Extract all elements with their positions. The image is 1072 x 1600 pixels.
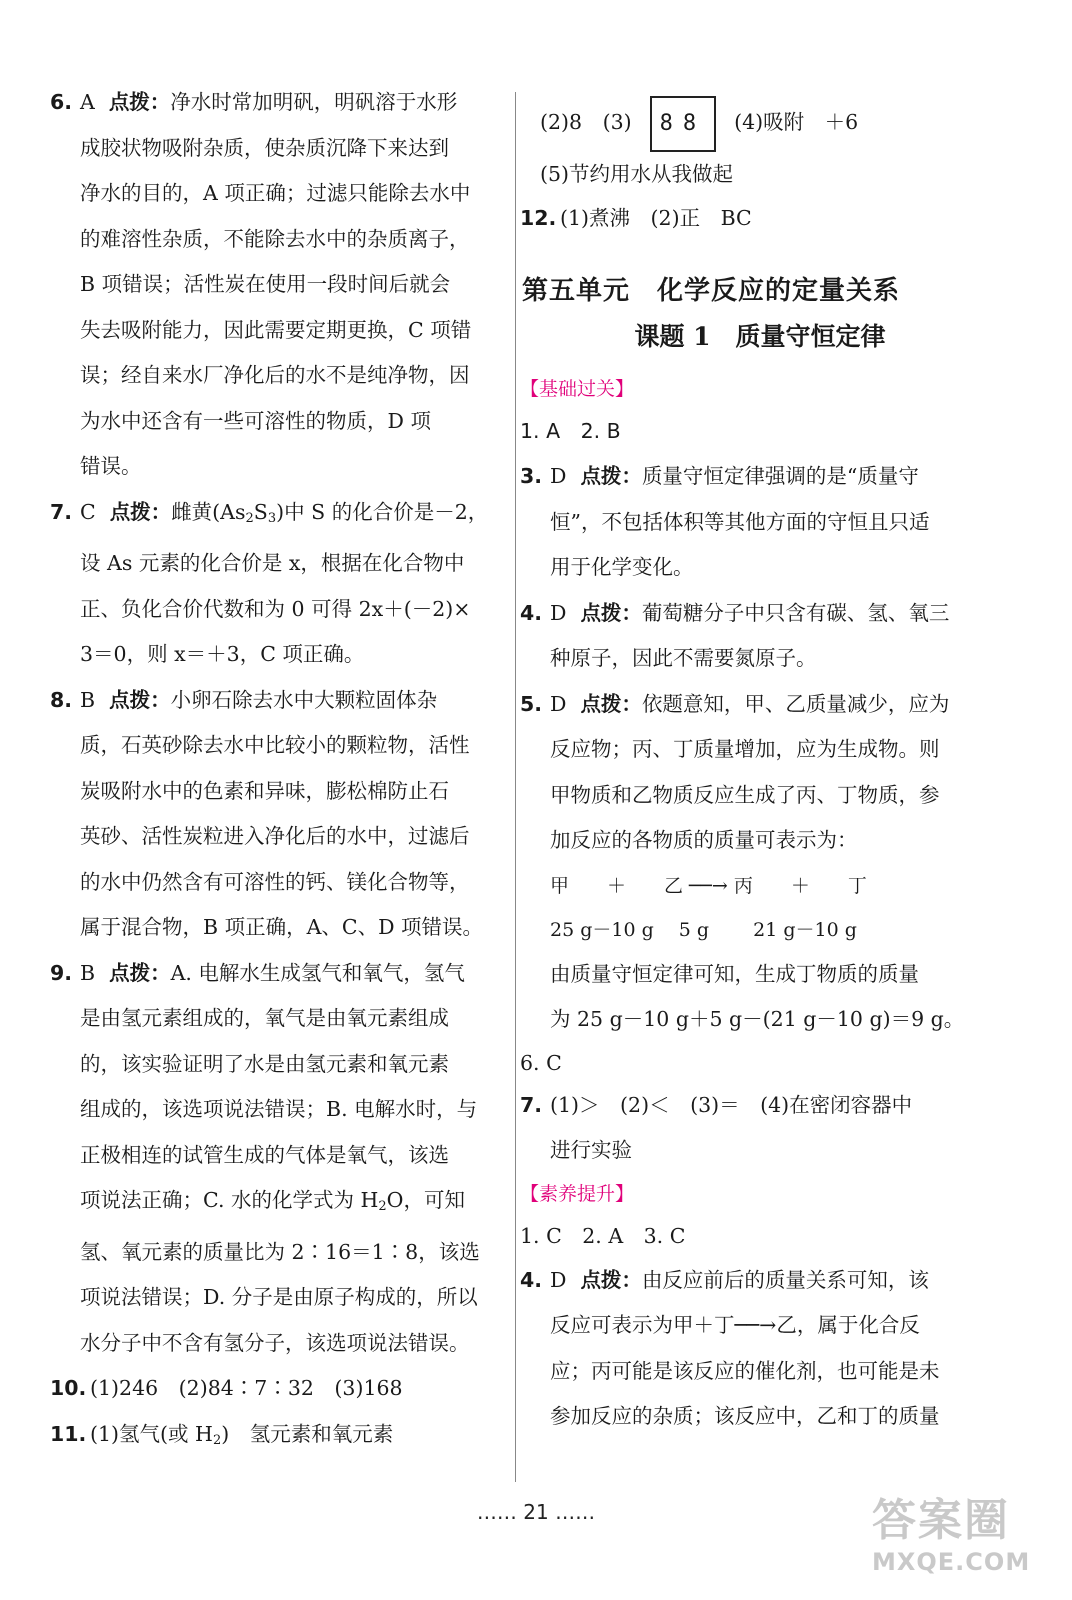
- q-number: 5.: [520, 691, 543, 716]
- explanation-line: 为水中还含有一些可溶性的物质，D 项: [80, 408, 431, 433]
- explanation-line: B 项错误；活性炭在使用一段时间后就会: [80, 272, 451, 296]
- explanation-line: 小卵石除去水中大颗粒固体杂: [170, 687, 438, 712]
- explanation-line: 正极相连的试管生成的气体是氧气，该选: [80, 1142, 449, 1167]
- explanation-text: 雌黄(As: [171, 499, 246, 524]
- boxed-answer: 88: [650, 96, 717, 152]
- q-number: 11.: [50, 1421, 87, 1446]
- explanation-line: 质，石英砂除去水中比较小的颗粒物，活性: [80, 733, 470, 757]
- answer-9: [50, 951, 495, 1367]
- explanation-line: 错误。: [80, 454, 142, 478]
- explanation-text: )中 S 的化合价是－2，: [276, 499, 489, 524]
- explanation-line: 种原子，因此不需要氮原子。: [550, 646, 817, 670]
- explanation-line: 的水中仍然含有可溶性的钙、镁化合物等，: [80, 869, 470, 894]
- answer-6: [50, 80, 495, 490]
- answer-letter: C: [80, 499, 96, 524]
- hint-label: 点拨：: [109, 499, 172, 524]
- hint-label: 点拨：: [580, 600, 642, 625]
- explanation-line: 反应可表示为甲＋丁──→乙，属于化合反: [550, 1313, 920, 1337]
- explanation-line: [80, 1178, 495, 1230]
- column-divider: [515, 92, 516, 1482]
- watermark-logo: [872, 1484, 1062, 1594]
- explanation-text: S: [253, 499, 268, 524]
- answer-text: 进行实验: [550, 1138, 632, 1162]
- watermark-text: 答案圈: [872, 1495, 1010, 1546]
- answer-text: (5)节约用水从我做起: [540, 162, 734, 186]
- explanation-line: 反应物；丙、丁质量增加，应为生成物。则: [550, 737, 940, 761]
- answer-8: [50, 678, 495, 951]
- explanation-line: 正、负化合价代数和为 0 可得 2x＋(－2)×: [80, 596, 471, 621]
- q-number: 7.: [50, 499, 73, 524]
- answer-10: [50, 1366, 495, 1412]
- q-number: 7.: [520, 1092, 543, 1117]
- explanation-line: 参加反应的杂质；该反应中，乙和丁的质量: [550, 1404, 940, 1428]
- explanation-line: 恒”，不包括体积等其他方面的守恒且只适: [550, 509, 930, 534]
- q-number: 8.: [50, 687, 73, 712]
- answer-text: (2)8 (3): [540, 110, 632, 134]
- explanation-line: 葡萄糖分子中只含有碳、氢、氧三: [641, 600, 950, 625]
- explanation-line: 炭吸附水中的色素和异味，膨松棉防止石: [80, 778, 449, 803]
- subscript: 2: [378, 1199, 387, 1214]
- explanation-line: 水分子中不含有氢分子，该选项说法错误。: [80, 1330, 470, 1355]
- answer-11: [50, 1412, 495, 1464]
- reaction-masses: 25 g－10 g 5 g 21 g－10 g: [550, 918, 857, 941]
- hint-label: 点拨：: [109, 687, 171, 712]
- answer-letter: D: [550, 464, 567, 488]
- q-number: 12.: [520, 206, 557, 230]
- improve-answer-4: [520, 1258, 980, 1440]
- explanation-line: 氢、氧元素的质量比为 2∶16＝1∶8，该选: [80, 1239, 480, 1264]
- answer-7: [50, 490, 495, 678]
- subscript: 2: [245, 510, 254, 526]
- reaction-equation: 甲 ＋ 乙 ──→ 丙 ＋ 丁: [550, 874, 867, 897]
- answer-text: (1)246 (2)84∶7∶32 (3)168: [90, 1376, 403, 1400]
- explanation-line: 净水的目的，A 项正确；过滤只能除去水中: [80, 181, 471, 205]
- q-number: 6.: [50, 90, 73, 114]
- explanation-line: 甲物质和乙物质反应生成了丙、丁物质，参: [550, 782, 940, 807]
- subscript: 3: [267, 510, 277, 526]
- basic-answer-6: [520, 1043, 980, 1083]
- answer-text: (4)吸附 ＋6: [734, 110, 859, 134]
- explanation-text: 项说法正确；C. 水的化学式为 H: [80, 1188, 379, 1212]
- subscript: 2: [212, 1432, 222, 1448]
- answer-11-continued: [520, 92, 980, 196]
- watermark-url: MXQE.COM: [872, 1548, 1031, 1576]
- answer-text: (1)煮沸 (2)正 BC: [560, 206, 752, 230]
- explanation-line: 设 As 元素的化合价是 x，根据在化合物中: [80, 551, 465, 575]
- explanation-text: O，可知: [386, 1188, 465, 1212]
- basic-answer-5: [520, 682, 980, 1043]
- explanation-line: 组成的，该选项说法错误；B. 电解水时，与: [80, 1097, 478, 1121]
- answer-text: 1. C 2. A 3. C: [520, 1223, 686, 1248]
- q-number: 4.: [520, 1267, 543, 1292]
- answer-letter: A: [80, 90, 95, 114]
- hint-label: 点拨：: [109, 960, 171, 985]
- left-column: [50, 80, 495, 1463]
- explanation-line: 成胶状物吸附杂质，使杂质沉降下来达到: [80, 135, 449, 160]
- answer-letter: D: [550, 600, 567, 625]
- answer-text: ) 氢元素和氧元素: [221, 1421, 394, 1446]
- answer-text: (1)氢气(或 H: [90, 1421, 213, 1446]
- q-number: 9.: [50, 960, 73, 985]
- explanation-line: 失去吸附能力，因此需要定期更换，C 项错: [80, 317, 472, 342]
- answer-letter: D: [550, 1267, 567, 1292]
- hint-label: 点拨：: [580, 1267, 642, 1292]
- explanation-line: 的，该实验证明了水是由氢元素和氧元素: [80, 1051, 449, 1076]
- explanation-line: 加反应的各物质的质量可表示为：: [550, 828, 858, 852]
- explanation-line: 项说法错误；D. 分子是由原子构成的，所以: [80, 1285, 478, 1309]
- section-tag-improve: 【素养提升】: [520, 1182, 635, 1205]
- section-tag-basic: 【基础过关】: [520, 377, 635, 400]
- explanation-line: 用于化学变化。: [550, 555, 694, 579]
- answer-text: 6. C: [520, 1050, 562, 1075]
- answer-text: (1)＞ (2)＜ (3)＝ (4)在密闭容器中: [550, 1092, 913, 1117]
- explanation-line: 是由氢元素组成的，氧气是由氧元素组成: [80, 1006, 449, 1030]
- q-number: 4.: [520, 600, 543, 625]
- hint-label: 点拨：: [580, 464, 642, 488]
- answer-letter: B: [80, 687, 96, 712]
- basic-answer-4: [520, 591, 980, 682]
- answer-text: 1. A 2. B: [520, 418, 621, 443]
- improve-answers-1-3: [520, 1214, 980, 1258]
- answer-letter: D: [550, 691, 567, 716]
- explanation-line: 属于混合物，B 项正确，A、C、D 项错误。: [80, 915, 484, 939]
- explanation-line: 质量守恒定律强调的是“质量守: [641, 464, 919, 488]
- lesson-title: 课题 1 质量守恒定律: [634, 321, 886, 351]
- explanation-line: 净水时常加明矾，明矾溶于水形: [170, 90, 458, 114]
- explanation-line: 由质量守恒定律可知，生成丁物质的质量: [550, 961, 919, 986]
- right-column: [520, 92, 980, 1440]
- basic-answer-3: [520, 454, 980, 591]
- hint-label: 点拨：: [108, 90, 171, 114]
- explanation-line: 误；经自来水厂净化后的水不是纯净物，因: [80, 363, 470, 387]
- answer-letter: B: [80, 960, 96, 985]
- basic-answer-7: [520, 1083, 980, 1174]
- explanation-line: 为 25 g－10 g＋5 g－(21 g－10 g)＝9 g。: [550, 1007, 965, 1031]
- explanation-line: 依题意知，甲、乙质量减少，应为: [641, 691, 950, 716]
- explanation-line: 英砂、活性炭粒进入净化后的水中，过滤后: [80, 824, 470, 848]
- answers-1-2: [520, 409, 980, 455]
- unit-title: 第五单元 化学反应的定量关系: [522, 275, 901, 306]
- explanation-line: 3＝0，则 x＝＋3，C 项正确。: [80, 642, 365, 666]
- explanation-line: A. 电解水生成氢气和氧气，氢气: [170, 960, 465, 985]
- page-number: …… 21 ……: [476, 1500, 596, 1524]
- explanation-line: 的难溶性杂质，不能除去水中的杂质离子，: [80, 226, 470, 251]
- q-number: 3.: [520, 464, 543, 488]
- q-number: 10.: [50, 1376, 87, 1400]
- answer-12: [520, 196, 980, 242]
- explanation-line: 应；丙可能是该反应的催化剂，也可能是未: [550, 1358, 940, 1383]
- explanation-line: 由反应前后的质量关系可知，该: [641, 1267, 929, 1292]
- hint-label: 点拨：: [580, 691, 642, 716]
